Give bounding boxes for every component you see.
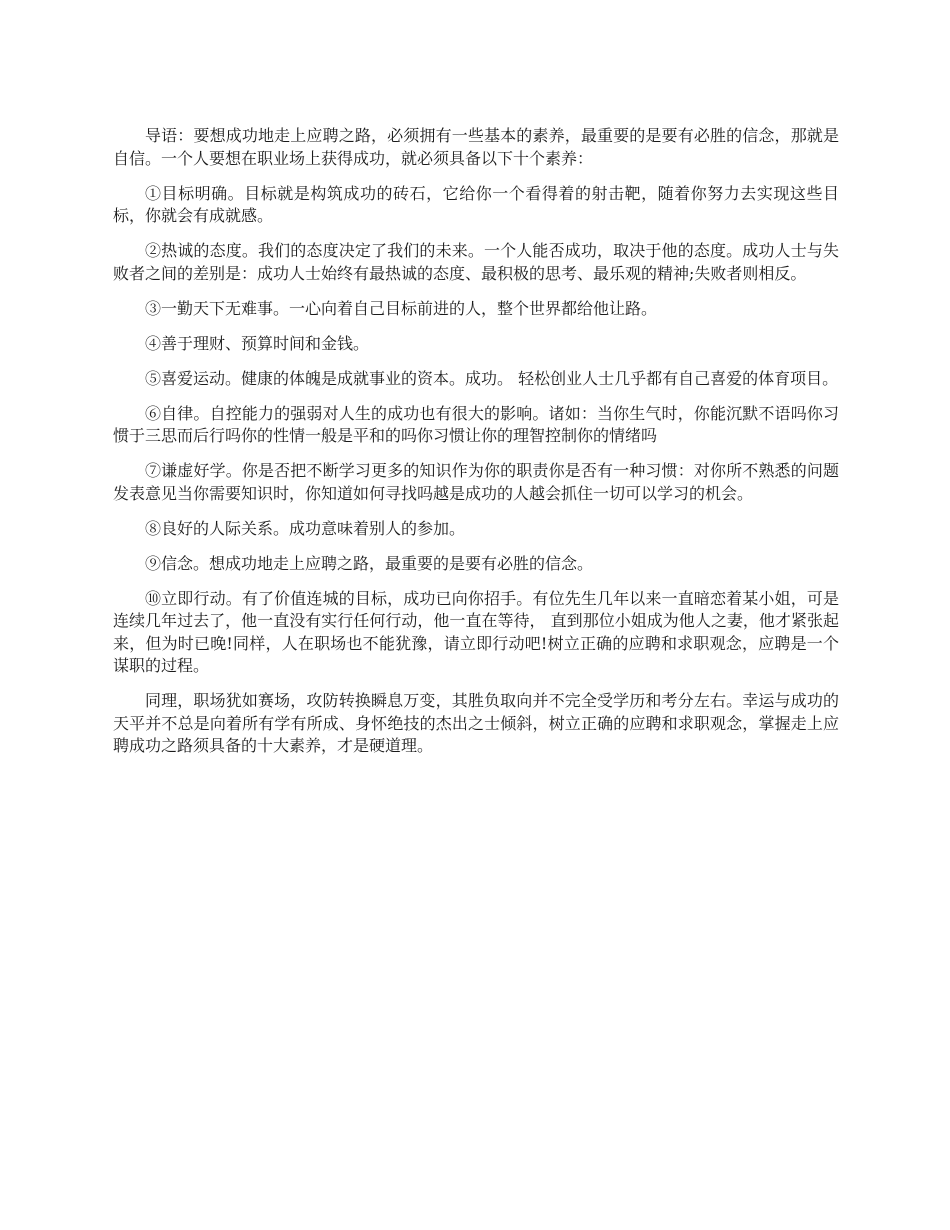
paragraph-finance: ④善于理财、预算时间和金钱。 bbox=[145, 333, 370, 353]
document-body bbox=[113, 125, 839, 770]
paragraph-goal: ①目标明确。目标就是构筑成功的砖石，它给你一个看得着的射击靶，随着你努力去实现这些目标，你就会有成就感。 bbox=[113, 183, 839, 225]
paragraph-sports: ⑤喜爱运动。健康的体魄是成就事业的资本。成功。 轻松创业人士几乎都有自己喜爱的体育项目。 bbox=[145, 368, 839, 388]
paragraph-action: ⑩立即行动。有了价值连城的目标，成功已向你招手。有位先生几年以来一直暗恋着某小姐，可是连续几年过去了，他一直没有实行任何行动，他一直在等待， 直到那位小姐成为他人之妻，他才紧张起来，但为时已晚!同样，人在职场也不能犹豫，请立即行动吧!树立正确的应聘和求职观念，应聘是一个谋职的过程。 bbox=[113, 588, 839, 675]
paragraph-relationships: ⑧良好的人际关系。成功意味着别人的参加。 bbox=[145, 518, 466, 538]
paragraph-diligence: ③一勤天下无难事。一心向着自己目标前进的人，整个世界都给他让路。 bbox=[145, 298, 658, 318]
conclusion-paragraph: 同理，职场犹如赛场，攻防转换瞬息万变，其胜负取向并不完全受学历和考分左右。幸运与成功的天平并不总是向着所有学有所成、身怀绝技的杰出之士倾斜，树立正确的应聘和求职观念，掌握走上应聘成功之路须具备的十大素养，才是硬道理。 bbox=[113, 691, 839, 755]
paragraph-belief: ⑨信念。想成功地走上应聘之路，最重要的是要有必胜的信念。 bbox=[145, 553, 594, 573]
paragraph-attitude: ②热诚的态度。我们的态度决定了我们的未来。一个人能否成功，取决于他的态度。成功人士与失败者之间的差别是：成功人士始终有最热诚的态度、最积极的思考、最乐观的精神;失败者则相反。 bbox=[113, 241, 839, 283]
intro-paragraph: 导语：要想成功地走上应聘之路，必须拥有一些基本的素养，最重要的是要有必胜的信念，那就是自信。一个人要想在职业场上获得成功，就必须具备以下十个素养： bbox=[113, 126, 839, 168]
paragraph-humility: ⑦谦虚好学。你是否把不断学习更多的知识作为你的职责你是否有一种习惯：对你所不熟悉的问题发表意见当你需要知识时，你知道如何寻找吗越是成功的人越会抓住一切可以学习的机会。 bbox=[113, 461, 839, 503]
paragraph-self-discipline: ⑥自律。自控能力的强弱对人生的成功也有很大的影响。诸如：当你生气时，你能沉默不语吗你习惯于三思而后行吗你的性情一般是平和的吗你习惯让你的理智控制你的情绪吗 bbox=[113, 403, 839, 445]
